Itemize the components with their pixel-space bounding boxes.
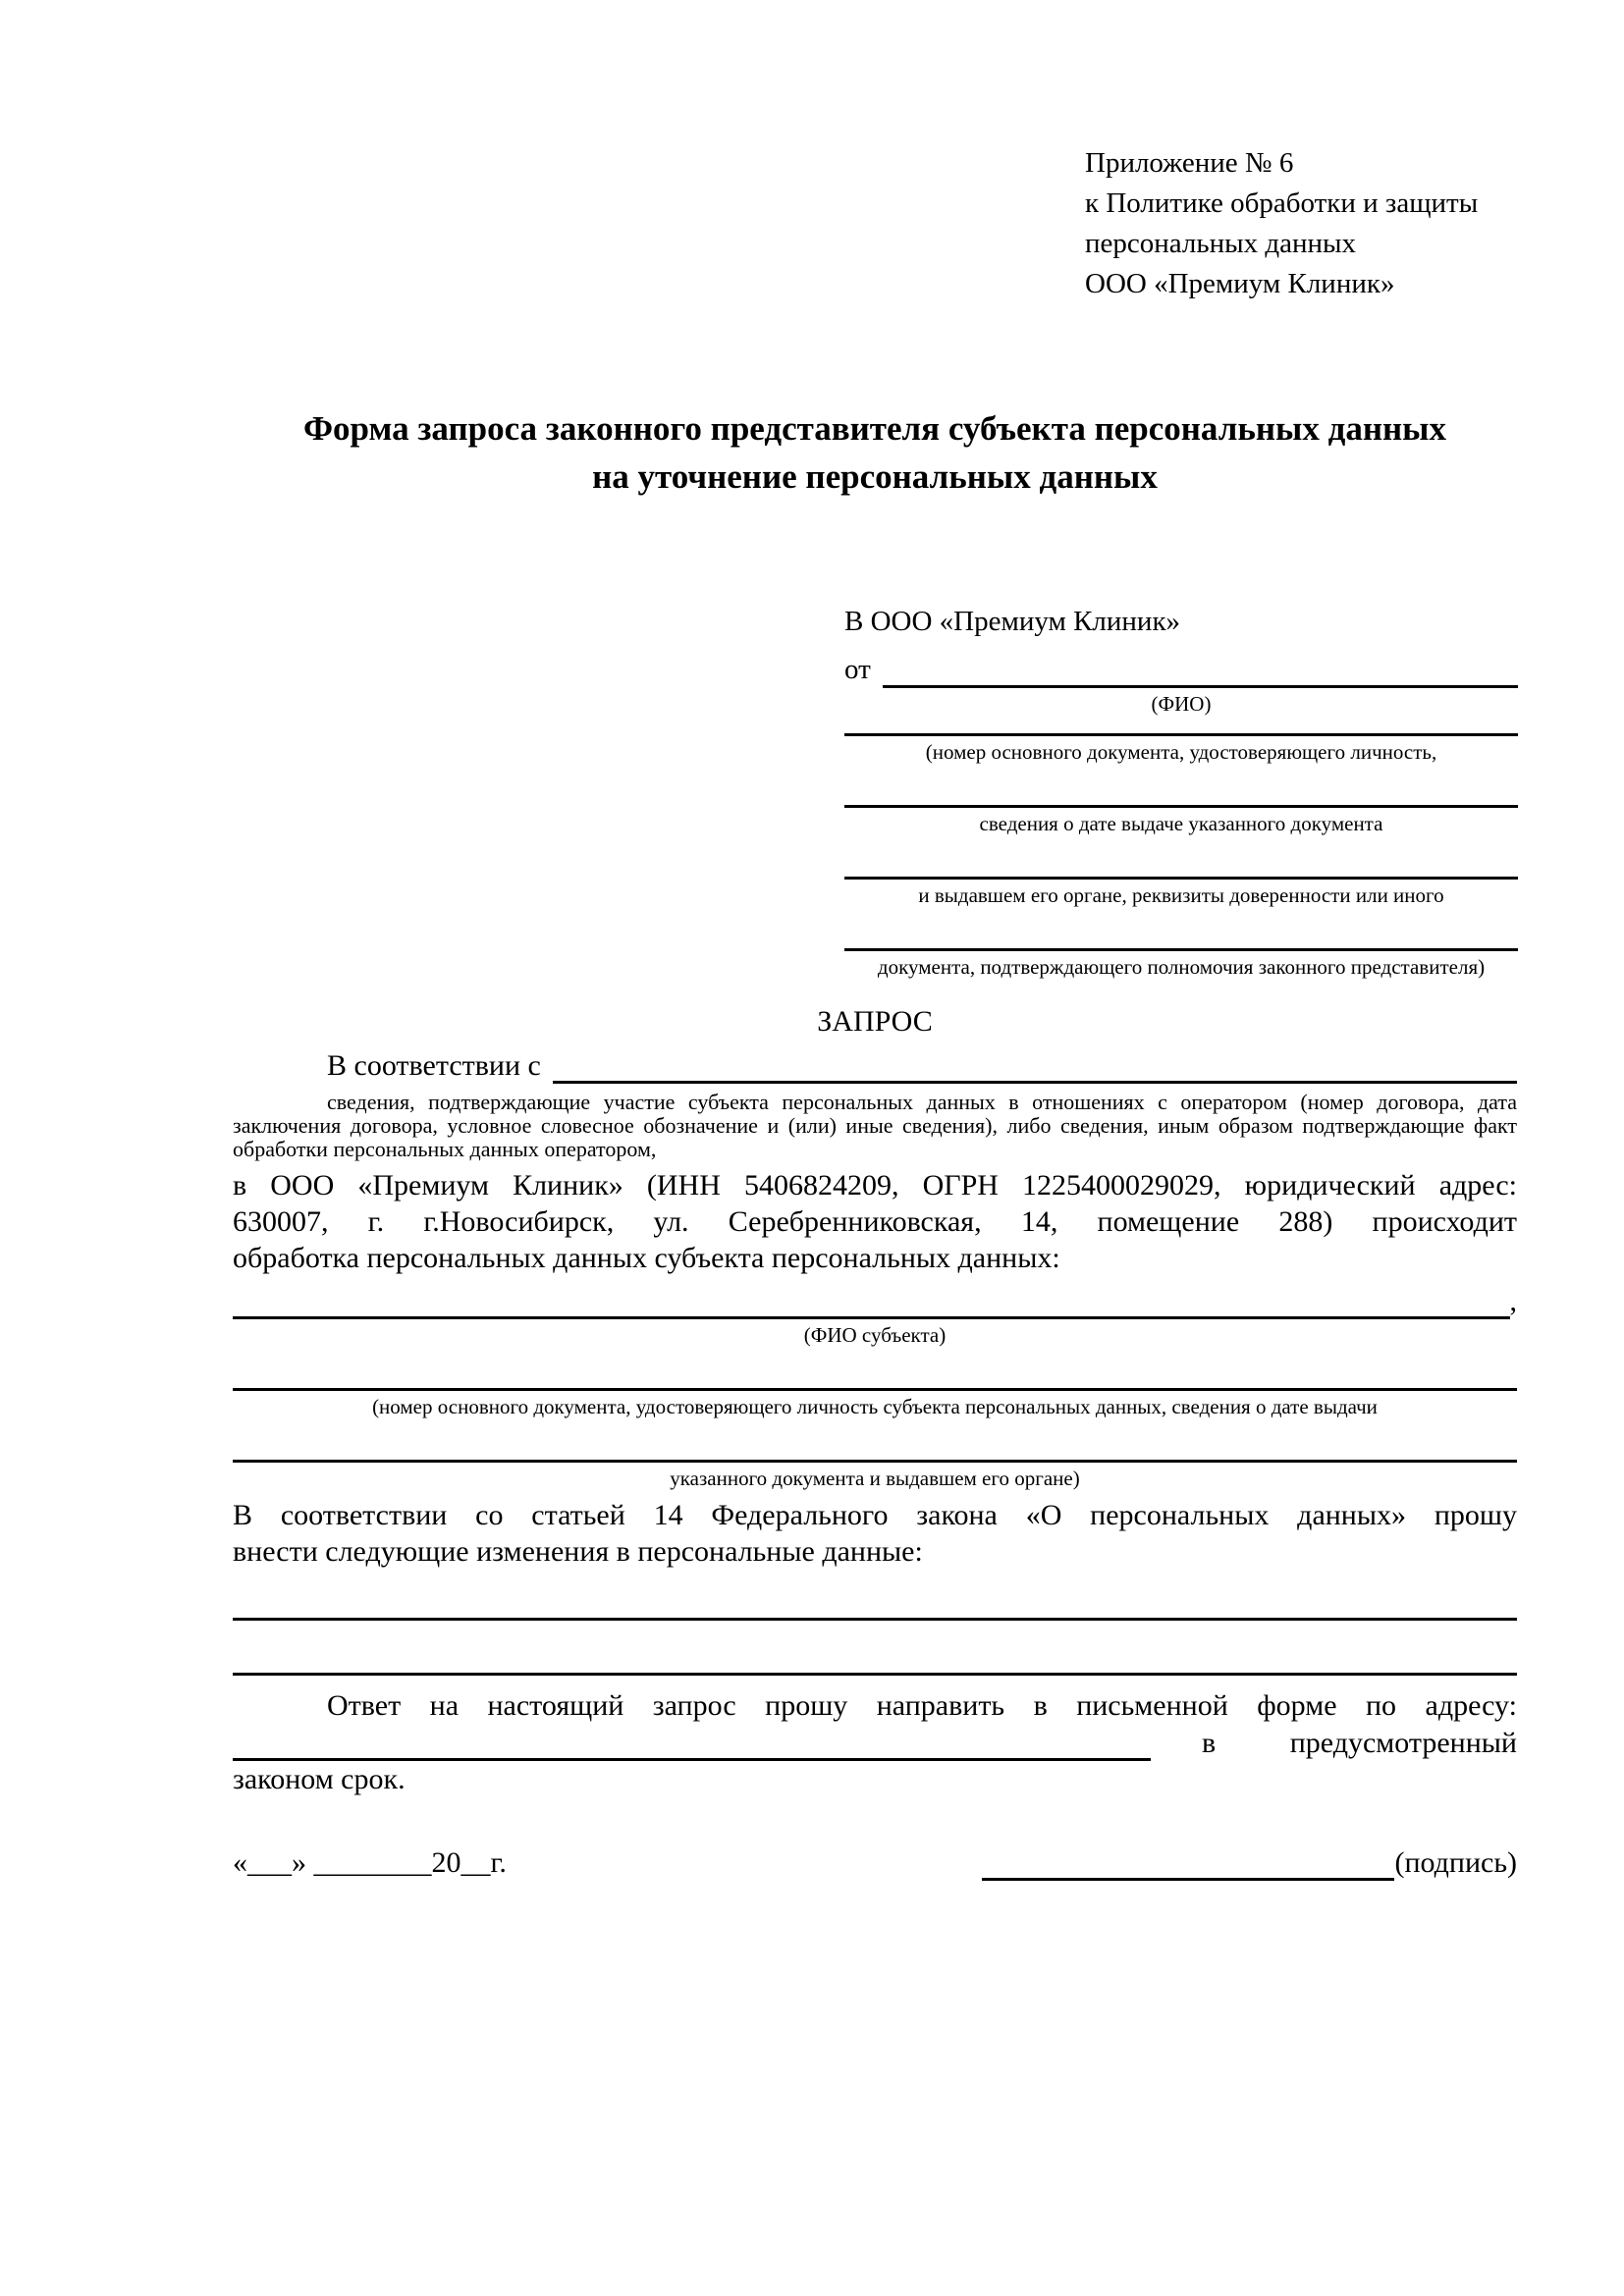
request-body xyxy=(233,1003,1517,1881)
caption-representative-doc-3: и выдавшем его органе, реквизиты доверенности или иного xyxy=(918,883,1444,907)
answer-word: предусмотренный xyxy=(1289,1727,1517,1759)
law-paragraph-line: внести следующие изменения в персональные данные: xyxy=(233,1535,923,1568)
document-title xyxy=(233,404,1517,501)
caption-representative-doc-4: документа, подтверждающего полномочия законного представителя) xyxy=(877,955,1486,979)
blank-line-representative-doc-2 xyxy=(844,765,1518,808)
appendix-note-line: ООО «Премиум Клиник» xyxy=(1085,268,1395,299)
from-label: от xyxy=(844,654,871,685)
caption-representative-doc-2: сведения о дате выдаче указанного документа xyxy=(979,812,1383,835)
caption-signature: (подпись) xyxy=(1394,1846,1517,1879)
operator-paragraph-line: в ООО «Премиум Клиник» (ИНН 5406824209, ОГРН 1225400029029, юридический адрес: xyxy=(233,1169,1517,1201)
basis-label: В соответствии с xyxy=(327,1049,541,1082)
operator-paragraph xyxy=(233,1167,1517,1276)
caption-subject-fio: (ФИО субъекта) xyxy=(803,1323,947,1347)
basis-footnote-line: сведения, подтверждающие участие субъекта персональных данных в отношениях с оператором (номер договора, дата xyxy=(327,1090,1517,1114)
answer-word: в xyxy=(1202,1727,1217,1759)
addressee-block xyxy=(844,604,1518,980)
appendix-note xyxy=(1085,143,1478,304)
request-heading: ЗАПРОС xyxy=(817,1005,933,1038)
basis-footnote xyxy=(233,1091,1517,1161)
blank-line-subject-fio xyxy=(233,1316,1510,1319)
operator-paragraph-line: 630007, г. г.Новосибирск, ул. Серебренниковская, 14, помещение 288) происходит xyxy=(233,1205,1517,1238)
blank-line-subject-doc-1 xyxy=(233,1348,1517,1391)
blank-line-changes-2 xyxy=(233,1621,1517,1676)
blank-line-representative-doc-3 xyxy=(844,836,1518,880)
appendix-note-line: к Политике обработки и защиты xyxy=(1085,187,1479,219)
document-title-line: на уточнение персональных данных xyxy=(592,457,1158,496)
date-blank: «___» ________20__г. xyxy=(233,1846,507,1879)
request-basis-row xyxy=(233,1048,1517,1084)
basis-footnote-line: заключения договора, условное словесное обозначение и (или) иные сведения), либо сведения, иным образом подтверждающие факт xyxy=(233,1113,1517,1138)
appendix-note-line: персональных данных xyxy=(1085,228,1357,259)
blank-line-representative-fio xyxy=(883,685,1518,688)
caption-subject-doc-1: (номер основного документа, удостоверяющего личность субъекта персональных данных, сведения о дате выдачи xyxy=(372,1395,1378,1418)
caption-subject-doc-2: указанного документа и выдавшем его органе) xyxy=(670,1467,1080,1490)
subject-fio-comma: , xyxy=(1509,1285,1517,1317)
answer-paragraph xyxy=(233,1687,1517,1797)
document-title-line: Форма запроса законного представителя субъекта персональных данных xyxy=(303,409,1446,448)
operator-paragraph-line: обработка персональных данных субъекта персональных данных: xyxy=(233,1242,1060,1274)
appendix-note-line: Приложение № 6 xyxy=(1085,147,1294,179)
law-paragraph-line: В соответствии со статьей 14 Федерального закона «О персональных данных» прошу xyxy=(233,1499,1517,1531)
answer-address-row xyxy=(233,1724,1517,1761)
blank-line-changes-1 xyxy=(233,1570,1517,1621)
blank-line-signature xyxy=(982,1878,1394,1881)
blank-line-representative-doc-4 xyxy=(844,908,1518,951)
law-paragraph xyxy=(233,1497,1517,1570)
blank-line-subject-doc-2 xyxy=(233,1419,1517,1463)
basis-footnote-line: обработки персональных данных оператором, xyxy=(233,1137,657,1161)
signature-group xyxy=(982,1844,1517,1881)
date-signature-row xyxy=(233,1844,1517,1881)
caption-representative-fio: (ФИО) xyxy=(1151,692,1212,716)
blank-line-representative-doc-1 xyxy=(844,717,1518,736)
addressee-to: В ООО «Премиум Клиник» xyxy=(844,606,1181,637)
caption-representative-doc-1: (номер основного документа, удостоверяющего личность, xyxy=(925,740,1437,764)
answer-paragraph-line: законом срок. xyxy=(233,1763,406,1795)
answer-paragraph-line: Ответ на настоящий запрос прошу направить в письменной форме по адресу: xyxy=(327,1689,1517,1722)
subject-fio-row xyxy=(233,1285,1517,1319)
addressee-from-row xyxy=(844,647,1518,688)
blank-line-basis xyxy=(553,1081,1517,1084)
